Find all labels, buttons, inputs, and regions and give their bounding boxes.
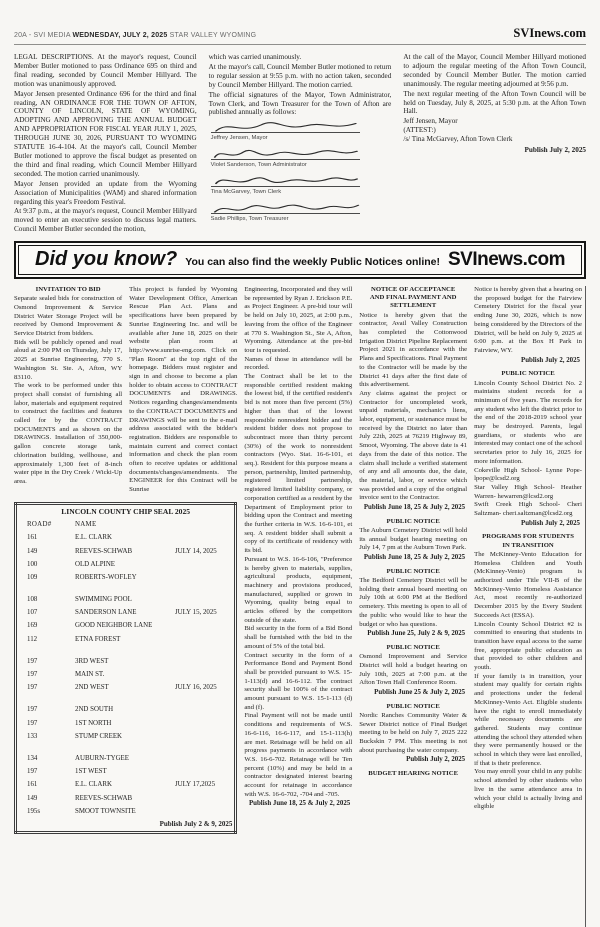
notice-heading: PUBLIC NOTICE [386,643,440,651]
signature-label: Sadie Phillips, Town Treasurer [210,216,289,223]
signature-town-clerk [211,173,361,197]
table-spacer-row [16,694,236,703]
table-cell-road: 100 [27,560,38,568]
public-notices-section [14,286,586,927]
notice-paragraph: Bid security in the form of a Bid Bond shall be furnished with the bid in the amount of 5% of the total bid. [244,625,353,650]
minutes-column-3-text [403,53,586,116]
table-row [16,681,236,694]
table-cell-name: AUBURN-TYGEE [75,754,129,762]
column-header-name: NAME [75,521,97,529]
table-cell-date [173,791,236,804]
notice-heading: PUBLIC NOTICE [386,567,440,575]
chip-seal-table-head [16,503,236,531]
table-cell-name: SWIMMING POOL [75,596,132,604]
table-cell-date [173,717,236,730]
notice-heading: NOTICE OF ACCEPTANCE AND FINAL PAYMENT AND SETTLEMENT [369,286,457,310]
signature-line [211,186,361,187]
table-row [16,778,236,791]
table-cell-name: E.L. CLARK [75,781,112,789]
banner-message-text: You can also find the weekly Public Notices online! [185,256,440,268]
notice-paragraph: Osmond Improvement and Service District will hold a budget hearing on July 10th, 2025 at 7:00 p.m. at the Afton Town Hall Conference Room. [359,653,468,687]
table-cell-name: 1ST NORTH [75,719,112,727]
table-cell-name: 1ST WEST [75,768,107,776]
table-cell-date: JULY 15, 2025 [175,609,217,617]
table-title-row [16,503,236,518]
table-cell-date [173,619,236,632]
table-row [16,717,236,730]
notice-paragraph: Cokeville High School- Lynne Pope- lpope@lcsd2.org [474,466,582,483]
publish-line: Publish June 25 & July 2, 2025 [374,688,466,696]
signature-label: Jeffrey Jensen, Mayor [210,135,268,142]
table-cell-date [173,703,236,716]
notice-paragraph: Nordic Ranches Community Water & Sewer District notice of Final Budget meeting to be held on July 7, 2025 222 Buckskin 7 PM. This meeting is not about purchasing the water company. [359,711,468,754]
table-cell-road: 197 [27,671,38,679]
signature-town-administrator [211,146,361,170]
table-cell-road: 161 [27,534,38,542]
table-cell-date: JULY 17,2025 [175,781,216,789]
column-header-road: ROAD# [27,521,52,529]
masthead-left [14,32,256,39]
notice-paragraph: Any claims against the project or Contractor for uncompleted work, unpaid materials, mechanic's liens, labor, equipment, or sustenance must be received by the District no later than July 22th, 2025 at 76219 Highway 89, Smoot, Wyoming. The above date is 41 days from the date of this notice. The claim shall include a verified statement of any and all amounts due, the date, the material, labor, or service which was provided and a copy of the original invoice sent to the Contractor. [359,389,468,502]
table-row [16,765,236,778]
column-header-date [173,518,236,531]
notice-pair-columns [14,286,237,495]
table-cell-name: SMOOT TOWNSITE [75,807,136,815]
notice-heading: PUBLIC NOTICE [386,517,440,525]
notice-paragraph: Contract security in the form of a Performance Bond and Payment Bond shall be provided pursuant to W.S. 15-1-113(d) and 16-6-112. The contract security shall be 100% of the contract amount pursuant to W.S. 15-1-113 (d) and (f). [244,651,353,711]
paragraph: (ATTEST:) [403,126,436,135]
attest-lines [403,117,586,144]
notice-heading: PUBLIC NOTICE [386,702,440,710]
table-cell-road: 197 [27,684,38,692]
did-you-know-banner [14,241,586,279]
table-row [16,805,236,818]
paragraph: At the mayor's call, Council Member Butler motioned to return to regular session at 9:55 p.m. with no action taken, seconded by Council Member Hillyard. The motion carried. [208,62,392,89]
minutes-column-1 [14,53,197,235]
table-cell-name: MAIN ST. [75,671,105,679]
notice-column-d [359,286,467,927]
paragraph: LEGAL DESCRIPTIONS. At the mayor's request, Council Member Butler motioned to pass Ordinance 695 on third and final reading, seconded by Council Member Hillyard. The motion was unanimously approved. [14,53,197,88]
notice-paragraph: Swift Creek High School- Cheri Saltzman- cheri.saltzman@lcsd2.org [474,501,582,518]
chip-seal-table-foot [16,818,236,833]
banner-site-text: SVInews.com [448,249,565,270]
table-cell-name: REEVES-SCHWAB [75,547,133,555]
paragraph: At 9:37 p.m., at the mayor's request, Council Member Hillyard moved to enter an executive session to discuss legal matters. Council Member Butler seconded the motion, [14,207,197,234]
publish-line: Publish July 2, 2025 [406,756,466,764]
table-row [16,593,236,606]
notice-paragraph: You may enroll your child in any public school attended by other students who live in the same attendance area in which your child is actually living and eligible [474,768,582,811]
table-spacer-row [16,584,236,593]
table-cell-date [173,765,236,778]
paragraph: At the call of the Mayor, Council Member Hillyard motioned to adjourn the regular meeting of the Afton Town Council, seconded by Council Member Butler. The motion carried unanimously. The regular meeting adjourned at 9:56 p.m. [403,53,586,88]
page-label: 20A - SVI MEDIA [14,32,71,39]
notice-paragraph: If your family is in transition, your student may qualify for certain rights and protections under the federal McKinney-Vento Act. Eligible students have the right to enroll immediately while necessary documents are gathered. Students may continue attending the school they attended when they were permanently housed or the school in which they were last enrolled, if that is their preference. [474,672,582,767]
table-cell-name: ROBERTS-WOFLEY [75,573,137,581]
table-cell-date [173,752,236,765]
table-cell-name: OLD ALPINE [75,560,116,568]
table-row [16,633,236,646]
signature-line [211,159,361,160]
table-cell-road: 107 [27,609,38,617]
did-you-know-banner-inner [18,245,582,275]
table-cell-date [173,730,236,743]
notice-paragraph: Names of those in attendance will be recorded. [244,355,353,372]
masthead [14,26,586,41]
notice-heading: BUDGET HEARING NOTICE [368,770,459,778]
table-row [16,730,236,743]
notice-heading: PUBLIC NOTICE [501,370,555,378]
table-row [16,752,236,765]
table-row [16,619,236,632]
banner-lead-text: Did you know? [35,248,178,270]
table-row [16,558,236,571]
notice-paragraph: The work to be performed under this project shall consist of furnishing all labor, materials and equipment required to construct the facilities and features called for by the CONTRACT DOCUMENTS and as shown on the DRAWINGS. Installation of 350,000-gallon concrete storage tank, chlorination building, wellhouse, and approximately 1,300 feet of 8-inch water pipe in the Dry Creek / Wicki-Up area. [14,382,123,485]
table-cell-road: 134 [27,754,38,762]
table-cell-date: JULY 14, 2025 [175,547,217,555]
table-row [16,606,236,619]
table-cell-road: 195s [27,807,41,815]
table-row [16,703,236,716]
paragraph: which was carried unanimously. [208,53,302,61]
publish-line: Publish July 2, 2025 [524,146,586,155]
table-cell-road: 197 [27,657,38,665]
notice-column-e [474,286,582,927]
table-cell-name: STUMP CREEK [75,732,123,740]
table-cell-date [173,805,236,818]
table-cell-road: 149 [27,547,38,555]
paragraph: The official signatures of the Mayor, Town Administrator, Town Clerk, and Town Treasurer for the Town of Afton are published annually as follows: [208,90,392,117]
table-publish-row [16,818,236,833]
publish-line: Publish June 18, 25 & July 2, 2025 [248,800,351,808]
chip-seal-table [14,502,237,834]
table-spacer-row [16,743,236,752]
notice-paragraph: This project is funded by Wyoming Water Development Office, American Rescue Plan Act. Plans and specifications have been prepared by Sunrise Engineering Inc. and will be available after June 18, 2025 on their website plan room at http://www.sunrise-eng.com. Click on "Plan Room" at the top right of the homepage. Bidders must register and sign in and choose to become a plan holder to obtain access to CONTRACT DOCUMENTS and DRAWINGS. Notices regarding changes/amendments to the CONTRACT DOCUMENTS and DRAWINGS will be sent to the e-mail address associated with the bidder's registration. Bidders are responsible to maintain current and correct contact information and check the plan room often to receive updates or additional documents/changes/amendments. The ENGINEER for this Contract will be Sunrise [129,286,238,494]
table-cell-road: 109 [27,573,38,581]
signature-line [211,132,361,133]
table-cell-date [173,531,236,544]
table-cell-road: 197 [27,719,38,727]
minutes-column-3 [403,53,586,235]
table-cell-road: 108 [27,596,38,604]
paragraph: Jeff Jensen, Mayor [403,117,458,126]
table-header-row [16,518,236,531]
region-label: STAR VALLEY WYOMING [169,32,257,39]
table-cell-date [173,571,236,584]
minutes-column-2-text [209,53,392,117]
issue-date: WEDNESDAY, JULY 2, 2025 [72,32,168,39]
notice-left-pair [14,286,237,927]
table-cell-date [173,633,236,646]
table-cell-date [173,593,236,606]
signature-label: Tina McGarvey, Town Clerk [210,189,282,196]
notice-paragraph: Notice is hereby given that the contractor, Avail Valley Construction has completed the Cottonwood Irrigation District Pipeline Replacement Project 2021 in accordance with the Plans and Specifications. Final Payment to the Contractor will be made by the District 41 days after the first date of this advertisement. [359,311,468,389]
table-cell-road: 112 [27,635,38,643]
table-cell-road: 169 [27,622,38,630]
table-cell-road: 197 [27,768,38,776]
table-cell-road: 149 [27,794,38,802]
paragraph: /s/ Tina McGarvey, Afton Town Clerk [403,135,513,144]
table-cell-date: JULY 16, 2025 [175,684,217,692]
publish-line: Publish July 2 & 9, 2025 [159,820,233,829]
paragraph: Mayor Jensen presented Ordinance 696 for the third and final reading, AN ORDINANCE FOR THE TOWN OF AFTON, COUNTY OF LINCOLN, STATE OF WYOMING, ADOPTING AND APPROVING THE ANNUAL BUDGET AND APPROPRIATION FOR FISCAL YEAR JULY 1, 2025, THROUGH JUNE 30, 2026, PURSUANT TO WYOMING STATUTE 16-4-104. At the mayor's call, Council Member Butler motioned to approve the fiscal budget as presented on the third and final reading, which Council Member Hillyard seconded. The motion carried unanimously. [14,89,197,178]
notice-column-a [14,286,122,495]
publish-line: Publish June 25, July 2 & 9, 2025 [367,630,466,638]
table-spacer-row [16,646,236,655]
notice-paragraph: Separate sealed bids for construction of Osmond Improvement & Service District Water Storage Project will be received by Osmond Improvement & Service District from bidders. [14,295,123,338]
notice-paragraph: Pursuant to W.S. 16-6-106, "Preference is hereby given to materials, supplies, agricultural products, equipment, machinery and provisions produced, manufactured, supplied or grown in Wyoming, quality being equal to articles offered by the competitors outside of the state. [244,555,353,624]
signature-line [211,213,361,214]
publish-line: Publish July 2, 2025 [521,519,580,527]
table-row [16,655,236,668]
table-cell-date [173,558,236,571]
masthead-divider [14,44,586,45]
notice-column-b [129,286,237,495]
council-minutes-section [14,53,586,235]
table-cell-name: 2ND WEST [75,684,109,692]
table-row [16,571,236,584]
publish-line: Publish July 2, 2025 [521,356,580,364]
table-cell-name: 2ND SOUTH [75,706,114,714]
notice-paragraph: Lincoln County School District No. 2 maintains student records for a minimum of five years. The records for any student who left the district prior to the end of the 2018-2019 school year may be destroyed. Parents, legal guardians, or students who are interested may contact one of the school secretaries prior to July 16, 2025 for more information. [474,379,582,465]
table-cell-name: E.L. CLARK [75,534,112,542]
table-row [16,791,236,804]
table-title: LINCOLN COUNTY CHIP SEAL 2025 [61,506,191,516]
table-cell-name: REEVES-SCHWAB [75,794,133,802]
notice-heading: PROGRAMS FOR STUDENTS IN TRANSITION [482,533,574,549]
table-cell-date [173,655,236,668]
table-cell-name: ETNA FOREST [75,635,121,643]
table-cell-road: 197 [27,706,38,714]
table-row [16,544,236,557]
signature-mayor [211,119,361,143]
paragraph: The next regular meeting of the Afton Town Council will be held on Tuesday, July 8, 2025, at 5:30 p.m. at the Afton Town Hall. [403,89,586,116]
chip-seal-table-body [16,531,236,818]
table-cell-name: 3RD WEST [75,657,109,665]
table-cell-name: SANDERSON LANE [75,609,137,617]
notice-paragraph: The McKinney-Vento Education for Homeless Children and Youth (McKinney-Vento) program is authorized under Title VII-B of the McKinney-Vento Homeless Assistance Act, most recently re-authorized December 2015 by the Every Student Succeeds Act (ESSA). [474,550,582,619]
notice-column-c [244,286,352,927]
table-cell-road: 133 [27,732,38,740]
table-row [16,668,236,681]
table-row [16,531,236,544]
minutes-column-2 [209,53,392,235]
signature-town-treasurer [211,200,361,224]
table-cell-date [173,668,236,681]
notice-paragraph: Notice is hereby given that a hearing on the proposed budget for the Fairview Cemetery District for the fiscal year ending June 30, 2026, which is now being considered by the Directors of the District, will be held on July 9, 2025 at 6:00 p.m. at the Box H Park in Fairview, WY. [474,286,582,354]
table-cell-name: GOOD NEIGHBOR LANE [75,622,153,630]
notice-paragraph: Lincoln County School District #2 is committed to ensuring that students in transition have equal access to the same free, appropriate public education as that provided to other children and youth. [474,620,582,672]
masthead-site-logo: SVInews.com [513,26,586,40]
table-cell-road: 161 [27,781,38,789]
signature-label: Violet Sanderson, Town Administrator [210,162,307,169]
notice-paragraph: Engineering, Incorporated and they will be represented by Ryan J. Erickson P.E. as Project Engineer. A pre-bid tour will be held on July 10, 2025, at 2:00 p.m., leaving from the office of the Engineer at 770 S. Washington St., Ste A, Afton, Wyoming. Attendance at the pre-bid tour is requested. [244,286,353,354]
notice-paragraph: The Contract shall be let to the responsible certified resident making the lowest bid, if the certified resident's bid is not more than five percent (5%) higher than that of the lowest responsible nonresident bidder and the resident bidder does not propose to subcontract more than thirty percent (30%) of the work to nonresident contractors (Wyo. Stat. 16-6-101, et seq.). Resident for this purpose means a person, partnership, limited partnership, registered limited partnership, registered limited liability company, or corporation certified as a resident by the Department of Employment prior to bidding upon the Contract and meeting the further criteria in W.S. 16-6-101, et seq. A resident bidder shall submit a copy of its certificate of residency with its bid. [244,373,353,555]
notice-paragraph: The Auburn Cemetery District will hold its annual budget hearing meeting on July 14, 7 pm at the Auburn Town Park. [359,526,468,552]
publish-line: Publish June 18, 25 & July 2, 2025 [363,504,466,512]
notice-paragraph: Star Valley High School- Heather Warren- hewarren@lcsd2.org [474,483,582,500]
notice-paragraph: The Bedford Cemetery District will be holding their annual board meeting on July 10th at 6:00 PM at the Bedford cemetery. This meeting is open to all of the public who would like to hear the budget or who has questions. [359,577,468,628]
notice-heading: INVITATION TO BID [35,286,101,293]
notice-paragraph: Final Payment will not be made until conditions and requirements of W.S. 16-6-116, 16-6-117, and 15-1-113(h) are met. Retainage will be held on all progress payments in accordance with W.S. 16-6-702. Retainage will be Ten percent (10%) and may be held in a contractor designated interest bearing account for retainage in accordance with W.S. 16-6-702, -704 and -705. [244,712,353,798]
paragraph: Mayor Jensen provided an update from the Wyoming Association of Municipalities (WAM) and shared information regarding this year's Freedom Festival. [14,179,197,206]
publish-line: Publish June 18, 25 & July 2, 2025 [363,554,466,562]
notice-paragraph: Bids will be publicly opened and read aloud at 2:00 PM on Thursday, July 17, 2025 at Sunrise Engineering, 770 S. Washington St. Ste. A, Afton, WY 83110. [14,338,123,381]
